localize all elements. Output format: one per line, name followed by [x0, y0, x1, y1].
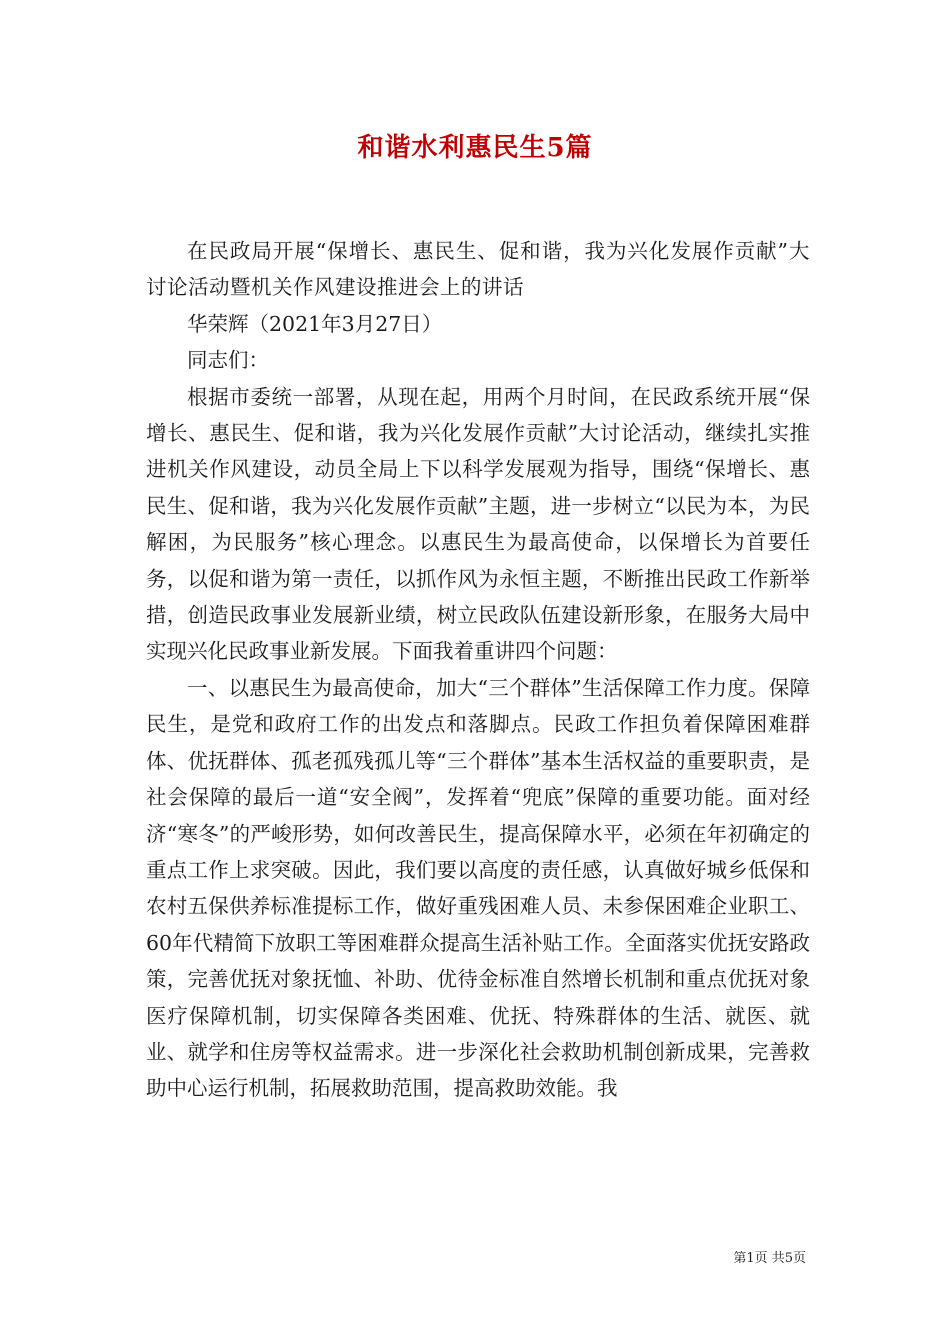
document-body — [146, 233, 810, 1107]
page-indicator: 第1页 共5页 — [733, 1251, 806, 1266]
body-paragraph: 根据市委统一部署，从现在起，用两个月时间，在民政系统开展“保增长、惠民生、促和谐，我为兴化发展作贡献”大讨论活动，继续扎实推进机关作风建设，动员全局上下以科学发展观为指导，围绕“保增长、惠民生、促和谐，我为兴化发展作贡献”主题，进一步树立“以民为本，为民解困，为民服务”核心理念。以惠民生为最高使命，以保增长为首要任务，以促和谐为第一责任，以抓作风为永恒主题，不断推出民政工作新举措，创造民政事业发展新业绩，树立民政队伍建设新形象，在服务大局中实现兴化民政事业新发展。下面我着重讲四个问题： — [146, 384, 810, 664]
author-date: 华荣辉（2021年3月27日） — [187, 311, 443, 336]
speech-subtitle: 在民政局开展“保增长、惠民生、促和谐，我为兴化发展作贡献”大讨论活动暨机关作风建设推进会上的讲话 — [146, 239, 810, 300]
body-paragraph: 一、以惠民生为最高使命，加大“三个群体”生活保障工作力度。保障民生，是党和政府工作的出发点和落脚点。民政工作担负着保障困难群体、优抚群体、孤老孤残孤儿等“三个群体”基本生活权益的重要职责，是社会保障的最后一道“安全阀”，发挥着“兜底”保障的重要功能。面对经济“寒冬”的严峻形势，如何改善民生，提高保障水平，必须在年初确定的重点工作上求突破。因此，我们要以高度的责任感，认真做好城乡低保和农村五保供养标准提标工作，做好重残困难人员、未参保困难企业职工、60年代精简下放职工等困难群众提高生活补贴工作。全面落实优抚安路政策，完善优抚对象抚恤、补助、优待金标准自然增长机制和重点优抚对象医疗保障机制，切实保障各类困难、优抚、特殊群体的生活、就医、就业、就学和住房等权益需求。进一步深化社会救助机制创新成果，完善救助中心运行机制，拓展救助范围，提高救助效能。我 — [146, 675, 810, 1101]
document-title: 和谐水利惠民生5篇 — [357, 133, 593, 163]
salutation: 同志们： — [187, 348, 269, 373]
